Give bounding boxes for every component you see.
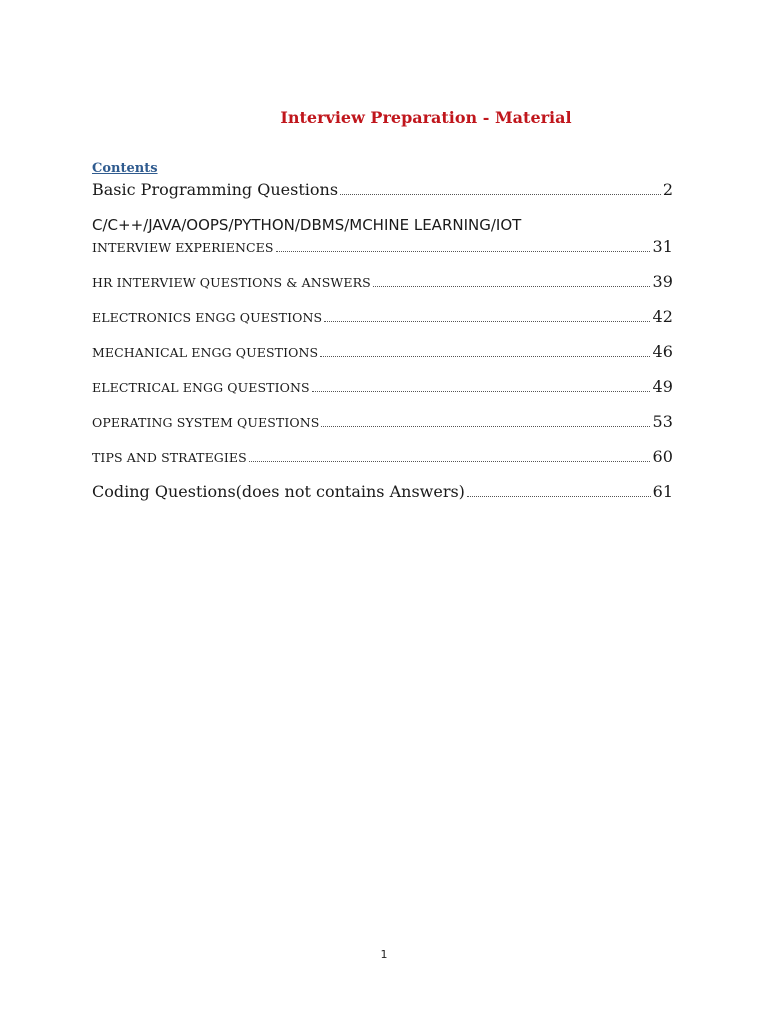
toc-page-number: 60: [652, 447, 673, 466]
page-number: 1: [380, 948, 388, 961]
toc-entry-languages-heading[interactable]: C/C++/JAVA/OOPS/PYTHON/DBMS/MCHINE LEARNING/IOT: [92, 216, 522, 234]
toc-entry-basic-programming[interactable]: [92, 180, 673, 199]
toc-page-number: 46: [652, 342, 673, 361]
toc-entry-label: ELECTRONICS ENGG QUESTIONS: [92, 310, 323, 325]
toc-entry-label: MECHANICAL ENGG QUESTIONS: [92, 345, 319, 360]
toc-entry-tips-strategies[interactable]: [92, 447, 673, 466]
toc-leader-dots: [312, 391, 651, 392]
toc-page-number: 53: [652, 412, 673, 431]
toc-leader-dots: [467, 496, 651, 497]
toc-entry-label: INTERVIEW EXPERIENCES: [92, 240, 274, 255]
toc-entry-label: HR INTERVIEW QUESTIONS & ANSWERS: [92, 275, 371, 290]
toc-leader-dots: [340, 194, 661, 195]
toc-entry-coding-questions[interactable]: [92, 482, 673, 501]
toc-entry-label: OPERATING SYSTEM QUESTIONS: [92, 415, 320, 430]
toc-entry-mechanical[interactable]: [92, 342, 673, 361]
toc-entry-label: ELECTRICAL ENGG QUESTIONS: [92, 380, 310, 395]
toc-leader-dots: [320, 356, 650, 357]
toc-entry-label: TIPS AND STRATEGIES: [92, 450, 247, 465]
toc-entry-operating-system[interactable]: [92, 412, 673, 431]
toc-page-number: 39: [652, 272, 673, 291]
toc-page-number: 49: [652, 377, 673, 396]
toc-page-number: 31: [652, 237, 673, 256]
toc-entry-hr-questions[interactable]: [92, 272, 673, 291]
toc-page-number: 2: [662, 180, 673, 199]
toc-page-number: 42: [652, 307, 673, 326]
toc-page-number: 61: [652, 482, 673, 501]
toc-entry-interview-experiences[interactable]: [92, 237, 673, 256]
toc-leader-dots: [249, 461, 651, 462]
toc-leader-dots: [276, 251, 651, 252]
toc-leader-dots: [373, 286, 651, 287]
toc-entry-label: Coding Questions(does not contains Answers): [92, 482, 465, 501]
toc-leader-dots: [321, 426, 650, 427]
toc-entry-electrical[interactable]: [92, 377, 673, 396]
contents-heading[interactable]: Contents: [92, 161, 158, 176]
toc-entry-label: Basic Programming Questions: [92, 180, 339, 199]
toc-leader-dots: [324, 321, 650, 322]
toc-entry-electronics[interactable]: [92, 307, 673, 326]
document-title: Interview Preparation - Material: [280, 108, 572, 127]
